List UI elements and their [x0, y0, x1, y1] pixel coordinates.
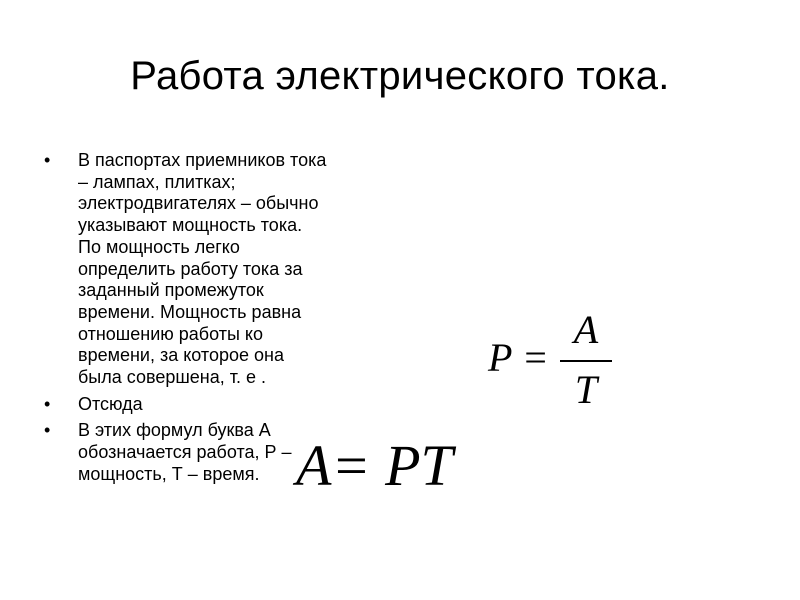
bullet-text-line: По мощность легко	[78, 236, 240, 257]
bullet-text-line: электродвигателях – обычно	[78, 193, 319, 214]
bullet-text-line: мощность, Т – время.	[78, 463, 260, 484]
power-formula-lhs: P =	[488, 335, 549, 380]
bullet-text-line: указывают мощность тока.	[78, 215, 303, 236]
bullet-text-line: – лампах, плитках;	[78, 171, 236, 192]
bullet-item-hence	[44, 394, 404, 416]
bullet-item-passports	[44, 150, 404, 389]
fraction-bar	[560, 360, 612, 362]
bullet-text-line: В паспортах приемников тока	[78, 150, 327, 170]
bullet-text-line: времени, за которое она	[78, 345, 284, 366]
work-formula: A= PT	[296, 433, 453, 498]
bullet-text-line: Отсюда	[78, 393, 143, 414]
bullet-text-line: В этих формул буква А	[78, 420, 271, 441]
bullet-icon: •	[44, 393, 51, 414]
slide-title: Работа электрического тока.	[130, 54, 670, 98]
bullet-text-line: была совершена, т. е .	[78, 367, 267, 388]
bullet-icon: •	[44, 420, 51, 441]
bullet-text-line: заданный промежуток	[78, 280, 264, 301]
bullet-text-line: времени. Мощность равна	[78, 301, 302, 322]
power-formula-numerator: A	[573, 307, 599, 352]
bullet-text-line: обозначается работа, Р –	[78, 442, 292, 463]
bullet-text-line: определить работу тока за	[78, 258, 303, 279]
bullet-text-line: отношению работы ко	[78, 323, 263, 344]
bullet-icon: •	[44, 150, 51, 170]
power-formula-denominator: T	[574, 367, 598, 412]
power-formula	[488, 308, 618, 418]
